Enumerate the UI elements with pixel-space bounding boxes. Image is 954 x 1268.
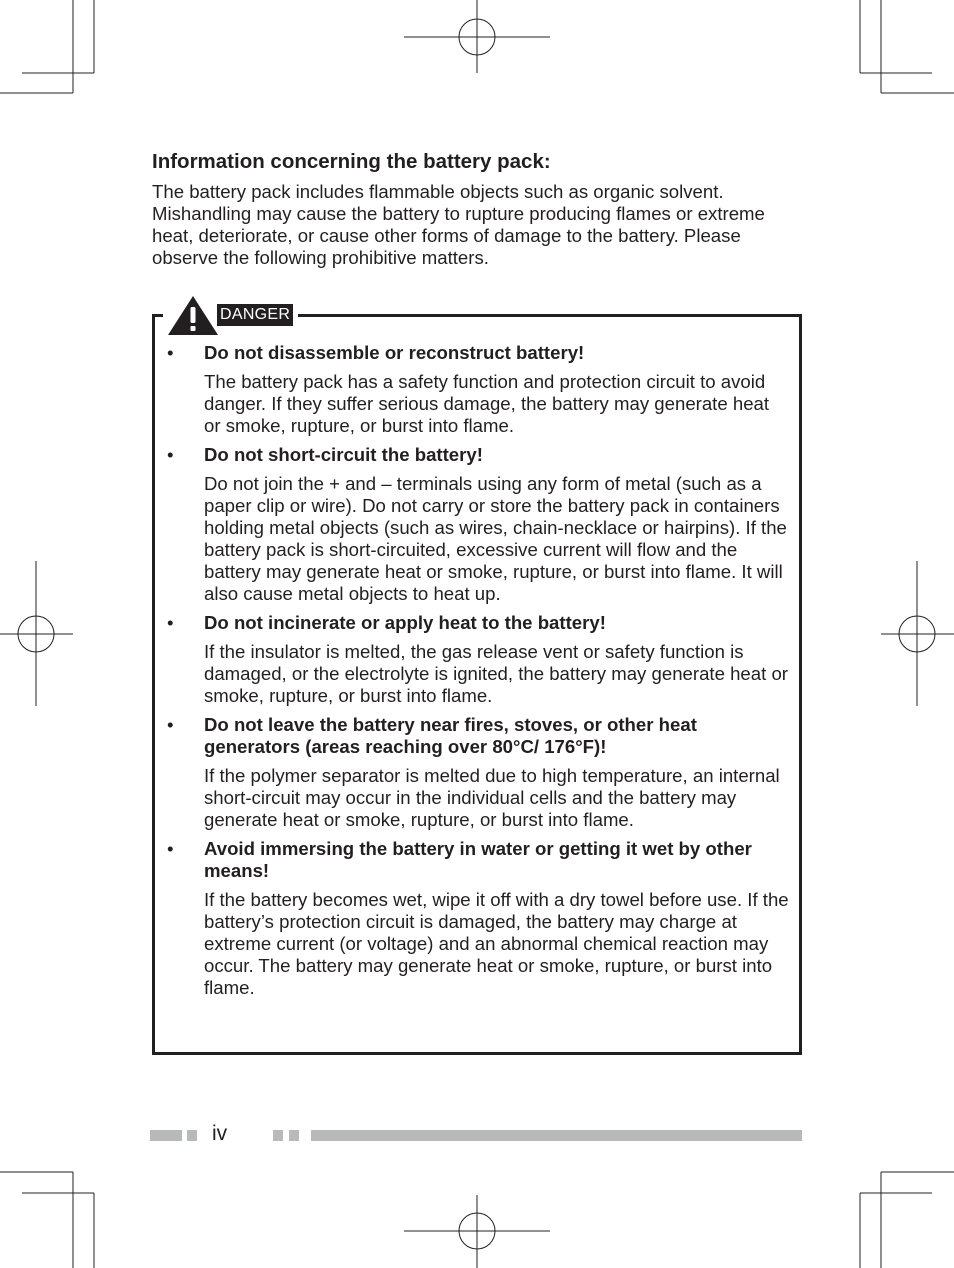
footer-bar [311, 1130, 802, 1141]
list-item [165, 838, 790, 999]
danger-label: DANGER [217, 304, 293, 326]
list-item [165, 444, 790, 605]
item-body: Do not join the + and – terminals using any form of metal (such as a paper clip or wire). Do not carry or store the battery pack in containers holding metal objects (such as wires, chain-necklace or hairpins). If the battery pack is short-circuited, excessive current will flow and the battery may generate heat or smoke, rupture, or burst into flame. It will also cause metal objects to heat up. [204, 473, 787, 604]
footer-bar-segment [273, 1130, 283, 1141]
bullet-icon: • [167, 612, 174, 633]
footer-bar-segment [289, 1130, 299, 1141]
section-heading: Information concerning the battery pack: [152, 150, 551, 173]
exclamation-triangle-icon [167, 294, 219, 336]
item-title: Do not incinerate or apply heat to the battery! [204, 612, 606, 633]
bullet-icon: • [167, 838, 174, 859]
item-title: Do not short-circuit the battery! [204, 444, 483, 465]
list-item [165, 612, 790, 707]
item-title: Avoid immersing the battery in water or getting it wet by other means! [204, 838, 752, 881]
footer-bar-segment [187, 1130, 197, 1141]
danger-items-list [165, 342, 790, 1006]
bullet-icon: • [167, 444, 174, 465]
item-title: Do not disassemble or reconstruct battery! [204, 342, 585, 363]
item-body: The battery pack has a safety function and protection circuit to avoid danger. If they suffer serious damage, the battery may generate heat or smoke, rupture, or burst into flame. [204, 371, 770, 436]
bullet-icon: • [167, 714, 174, 735]
item-body: If the insulator is melted, the gas release vent or safety function is damaged, or the electrolyte is ignited, the battery may generate heat or smoke, rupture, or burst into flame. [204, 641, 788, 706]
intro-paragraph: The battery pack includes flammable objects such as organic solvent. Mishandling may cause the battery to rupture producing flames or extreme heat, deteriorate, or cause other forms of damage to the battery. Please observe the following prohibitive matters. [152, 181, 765, 268]
item-body: If the polymer separator is melted due to high temperature, an internal short-circuit may occur in the individual cells and the battery may generate heat or smoke, rupture, or burst into flame. [204, 765, 780, 830]
bullet-icon: • [167, 342, 174, 363]
item-title: Do not leave the battery near fires, stoves, or other heat generators (areas reaching over 80°C/ 176°F)! [204, 714, 697, 757]
list-item [165, 342, 790, 437]
item-body: If the battery becomes wet, wipe it off with a dry towel before use. If the battery’s protection circuit is damaged, the battery may charge at extreme current (or voltage) and an abnormal chemical reaction may occur. The battery may generate heat or smoke, rupture, or burst into flame. [204, 889, 789, 998]
page-footer [150, 1122, 804, 1148]
footer-bar-segment [150, 1130, 182, 1141]
page-number: iv [212, 1122, 228, 1145]
list-item [165, 714, 790, 831]
danger-header [163, 292, 298, 338]
